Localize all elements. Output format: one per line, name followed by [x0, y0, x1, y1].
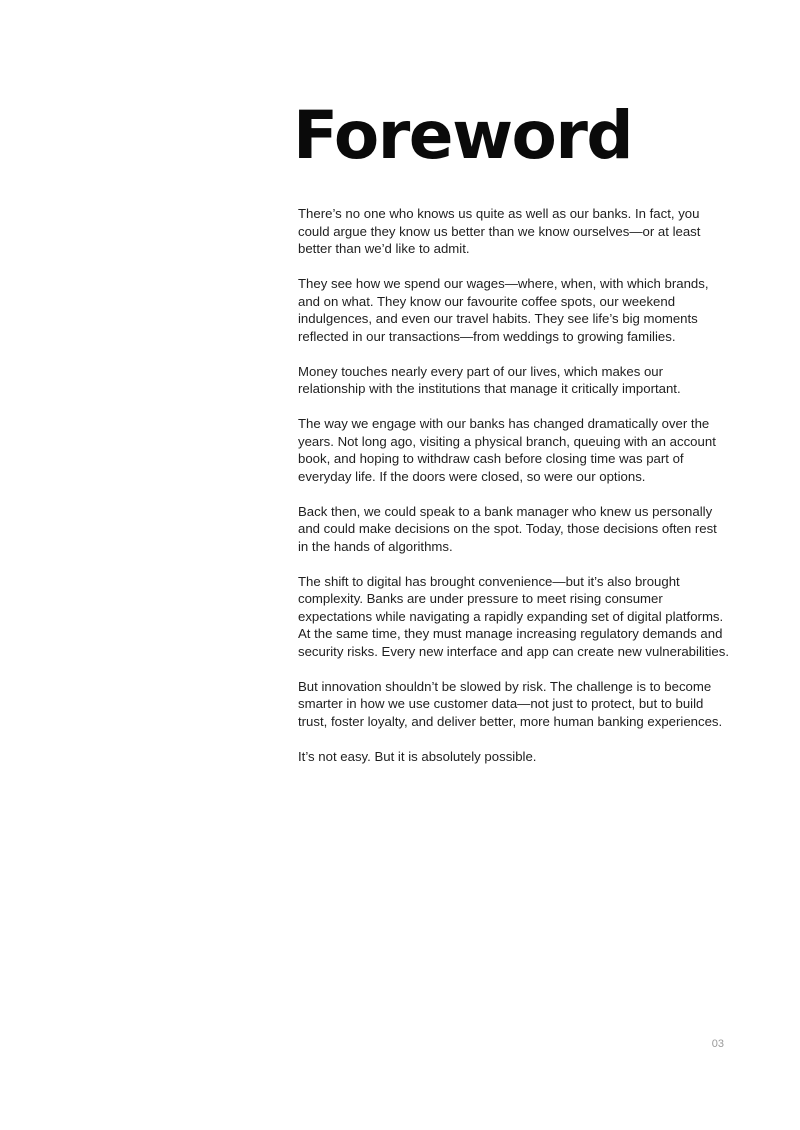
paragraph-3: Money touches nearly every part of our lives, which makes our relationship with the institutions that manage it critically important.: [298, 363, 681, 396]
paragraph-4: The way we engage with our banks has changed dramatically over the years. Not long ago, visiting a physical branch, queuing with an account book, and hoping to withdraw cash before closing time was part of everyday life. If the doors were closed, so were our options.: [298, 416, 716, 484]
foreword-body: [298, 205, 730, 783]
paragraph-6: The shift to digital has brought convenience—but it’s also brought complexity. Banks are under pressure to meet rising consumer expectations while navigating a rapidly expanding set of digital platforms. At the same time, they must manage increasing regulatory demands and security risks. Every new interface and app can create new vulnerabilities.: [298, 573, 729, 659]
page-number: 03: [711, 1038, 724, 1050]
paragraph-5: Back then, we could speak to a bank manager who knew us personally and could make decisions on the spot. Today, those decisions often rest in the hands of algorithms.: [298, 503, 717, 554]
paragraph-1: There’s no one who knows us quite as well as our banks. In fact, you could argue they know us better than we know ourselves—or at least better than we’d like to admit.: [298, 206, 701, 256]
paragraph-7: But innovation shouldn’t be slowed by risk. The challenge is to become smarter in how we use customer data—not just to protect, but to build trust, foster loyalty, and deliver better, more human banking experiences.: [298, 678, 723, 729]
page-title: Foreword: [293, 97, 633, 174]
paragraph-8: It’s not easy. But it is absolutely possible.: [298, 748, 537, 764]
paragraph-2: They see how we spend our wages—where, when, with which brands, and on what. They know our favourite coffee spots, our weekend indulgences, and even our travel habits. They see life’s big moments reflected in our transactions—from weddings to growing families.: [298, 276, 709, 344]
